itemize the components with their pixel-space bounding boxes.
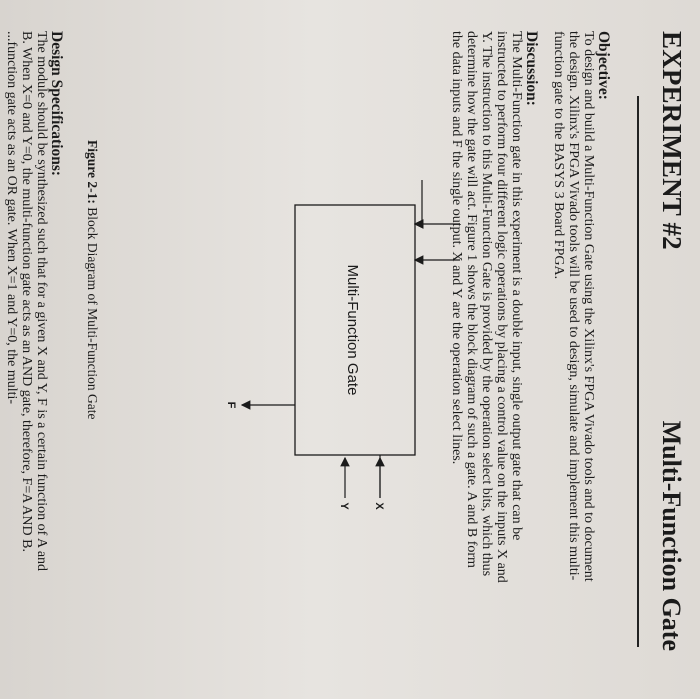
discussion-heading: Discussion:	[523, 31, 540, 106]
select-x-label: X	[373, 502, 385, 510]
objective-line: the design. Xilinx's FPGA Vivado tools will be used to design, simulate and implement this multi-	[566, 31, 581, 581]
design-specs-section	[4, 31, 64, 631]
design-specs-line: ...function gate acts as an OR gate. When X=1 and Y=0, the multi-	[4, 31, 19, 405]
discussion-section	[449, 31, 539, 631]
figure-caption	[84, 140, 100, 419]
figure-number: Figure 2-1:	[85, 140, 100, 204]
discussion-line: determine how the gate will act. Figure 1 shows the block diagram of such a gate. A and B form	[464, 31, 479, 568]
output-f-label: F	[225, 401, 237, 409]
experiment-subject: Multi-Function Gate	[657, 420, 686, 651]
design-specs-line: The module should be synthesized such that for a given X and Y, F is a certain function of A and	[34, 31, 49, 572]
design-specs-line: B. When X=0 and Y=0, the multi-function gate acts as an AND gate, therefore, F=A AND B.	[19, 31, 34, 552]
select-y-label: Y	[338, 502, 350, 510]
discussion-line: The Multi-Function gate in this experiment is a double input, single output gate that can be	[509, 31, 524, 541]
objective-line: function gate to the BASYS 3 Board FPGA.	[551, 31, 566, 280]
experiment-title: EXPERIMENT #2	[657, 31, 687, 250]
block-diagram	[220, 180, 460, 510]
objective-line: To design and build a Multi-Function Gate using the Xilinx's FPGA Vivado tools and to document	[581, 31, 596, 582]
figure-caption-text: Block Diagram of Multi-Function Gate	[85, 203, 100, 420]
header-rule	[637, 96, 639, 647]
objective-heading: Objective:	[595, 31, 612, 100]
discussion-line: instructed to perform four different logic operations by placing a control value on the inputs X and	[494, 31, 509, 583]
discussion-line: Y. The instruction to this Multi-Function Gate is provided by the operation select bits, which thus	[479, 31, 494, 577]
discussion-line: the data inputs and F the single output. X and Y are the operation select lines.	[449, 31, 464, 465]
design-specs-heading: Design Specifications:	[48, 31, 65, 177]
block-label: Multi-Function Gate	[344, 264, 361, 396]
objective-section	[551, 31, 611, 591]
